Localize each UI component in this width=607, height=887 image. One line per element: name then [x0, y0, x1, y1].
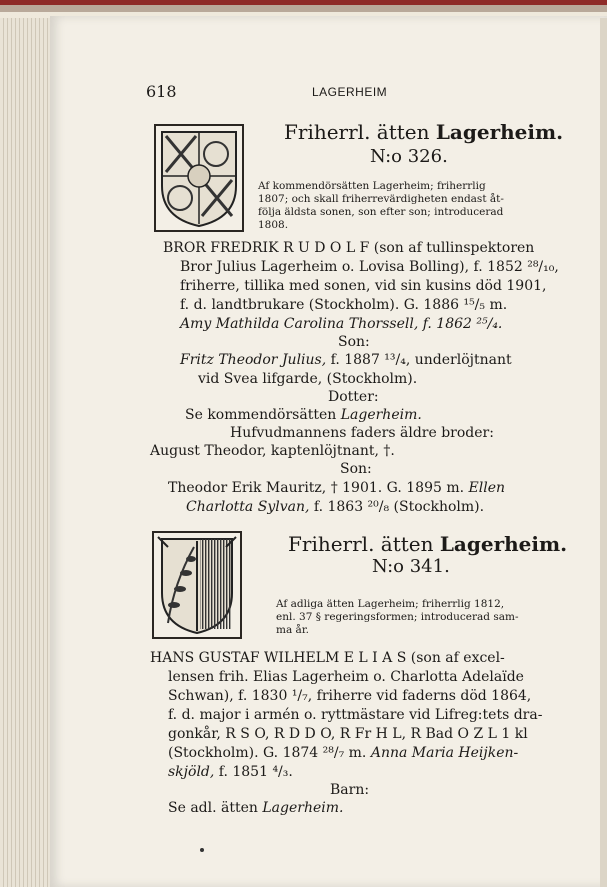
son-label: Son: — [338, 334, 370, 350]
section-title: Friherrl. ätten Lagerheim. — [284, 120, 564, 144]
page-number: 618 — [146, 82, 177, 101]
entry-line: HANS GUSTAF WILHELM E L I A S (son af excel- — [150, 650, 505, 666]
section-note: Af adliga ätten Lagerheim; friherrlig 1812, enl. 37 § regeringsformen; introducerad sam- ma år. — [276, 598, 519, 636]
children-label: Barn: — [330, 782, 370, 798]
coat-of-arms-icon — [154, 124, 244, 232]
section-number: N:o 326. — [370, 146, 448, 167]
page-right-edge — [600, 18, 607, 887]
entry-line: BROR FREDRIK R U D O L F (son af tullinspektoren — [163, 240, 535, 256]
entry-line: gonkår, R S O, R D D O, R Fr H L, R Bad O Z L 1 kl — [168, 726, 528, 742]
brother-entry: August Theodor, kaptenlöjtnant, †. — [150, 443, 395, 459]
daughter-entry: Se kommendörsätten Lagerheim. — [185, 407, 422, 423]
ink-dot — [200, 848, 204, 852]
daughter-label: Dotter: — [328, 389, 379, 405]
section-number: N:o 341. — [372, 556, 450, 577]
entry-line: (Stockholm). G. 1874 ²⁸/₇ m. Anna Maria Heijken- — [168, 745, 519, 761]
brother-label: Hufvudmannens faders äldre broder: — [230, 425, 494, 441]
page-edges — [0, 18, 52, 887]
son2-entry-cont: Charlotta Sylvan, f. 1863 ²⁰/₈ (Stockholm). — [186, 499, 485, 515]
section-note: Af kommendörsätten Lagerheim; friherrlig 1807; och skall friherrevärdigheten endast åt- följa äldsta sonen, son efter son; introducerad 1808. — [258, 180, 504, 231]
entry-line: friherre, tillika med sonen, vid sin kusins död 1901, — [180, 278, 547, 294]
entry-line: lensen frih. Elias Lagerheim o. Charlotta Adelaïde — [168, 669, 524, 685]
entry-line: Schwan), f. 1830 ¹/₇, friherre vid faderns död 1864, — [168, 688, 532, 704]
running-head: LAGERHEIM — [312, 85, 388, 99]
entry-line: skjöld, f. 1851 ⁴/₃. — [168, 764, 293, 780]
entry-line: Bror Julius Lagerheim o. Lovisa Bolling), f. 1852 ²⁸/₁₀, — [180, 259, 559, 275]
son2-label: Son: — [340, 461, 372, 477]
entry-line: Amy Mathilda Carolina Thorssell, f. 1862 ²⁵/₄. — [180, 316, 503, 332]
entry-line: f. d. major i armén o. ryttmästare vid Lifreg:tets dra- — [168, 707, 543, 723]
son2-entry: Theodor Erik Mauritz, † 1901. G. 1895 m. Ellen — [168, 480, 506, 496]
section-title: Friherrl. ätten Lagerheim. — [288, 532, 568, 556]
children-entry: Se adl. ätten Lagerheim. — [168, 800, 344, 816]
son-entry: Fritz Theodor Julius, f. 1887 ¹³/₄, underlöjtnant — [180, 352, 512, 368]
entry-line: f. d. landtbrukare (Stockholm). G. 1886 ¹⁵/₅ m. — [180, 297, 508, 313]
coat-of-arms-icon — [152, 531, 242, 639]
son-entry-cont: vid Svea lifgarde, (Stockholm). — [198, 371, 418, 387]
